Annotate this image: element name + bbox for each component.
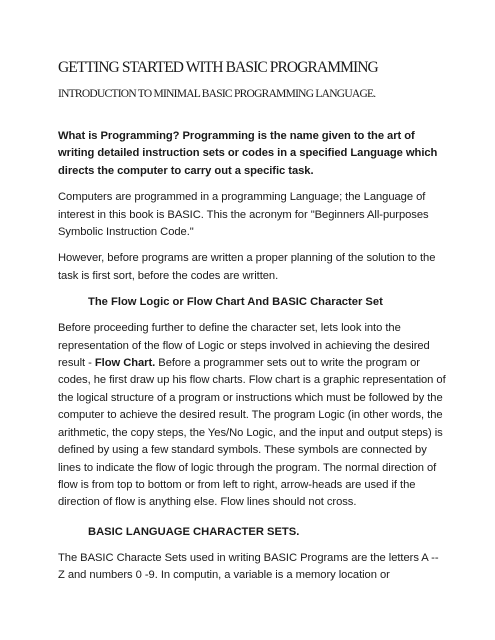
document-subtitle: INTRODUCTION TO MINIMAL BASIC PROGRAMMING LANGUAGE. (58, 88, 376, 100)
paragraph-planning: However, before programs are written a proper planning of the solution to the task is first sort, before the codes are written. (58, 252, 436, 282)
paragraph-flow-chart-part2: Before a programmer sets out to write the program or codes, he first draw up his flow charts. Flow chart is a graphic representation of the logical structure of a program or instructions which must be followed by the computer to achieve the desired result. The program Logic (in other words, the arithmetic, the copy steps, the Yes/No Logic, and the input and output steps) is defined by using a few standard symbols. These symbols are connected by lines to indicate the flow of logic through the program. The normal direction of flow is from top to bottom or from left to right, arrow-heads are used if the direction of flow is anything else. Flow lines should not cross. (58, 357, 446, 509)
document-title: GETTING STARTED WITH BASIC PROGRAMMING (58, 59, 378, 76)
flow-chart-term: Flow Chart. (94, 357, 156, 370)
paragraph-flow-chart-part1: Before proceeding further to define the character set, lets look into the representation of the flow of Logic or steps involved in achieving the desired result - (58, 322, 430, 370)
document-page (58, 58, 446, 585)
section-heading-flow-chart: The Flow Logic or Flow Chart And BASIC Character Set (88, 296, 383, 309)
paragraph-character-sets: The BASIC Characte Sets used in writing BASIC Programs are the letters A -- Z and numbers 0 -9. In computin, a variable is a memory location or (58, 551, 439, 582)
paragraph-basic-acronym: Computers are programmed in a programming Language; the Language of interest in this book is BASIC. This the acronym for "Beginners All-purposes Symbolic Instruction Code." (58, 191, 429, 239)
intro-paragraph: What is Programming? Programming is the name given to the art of writing detailed instruction sets or codes in a specified Language which directs the computer to carry out a specific task. (58, 130, 438, 177)
section-heading-character-sets: BASIC LANGUAGE CHARACTER SETS. (88, 525, 300, 538)
paragraph-flow-chart (58, 320, 446, 511)
